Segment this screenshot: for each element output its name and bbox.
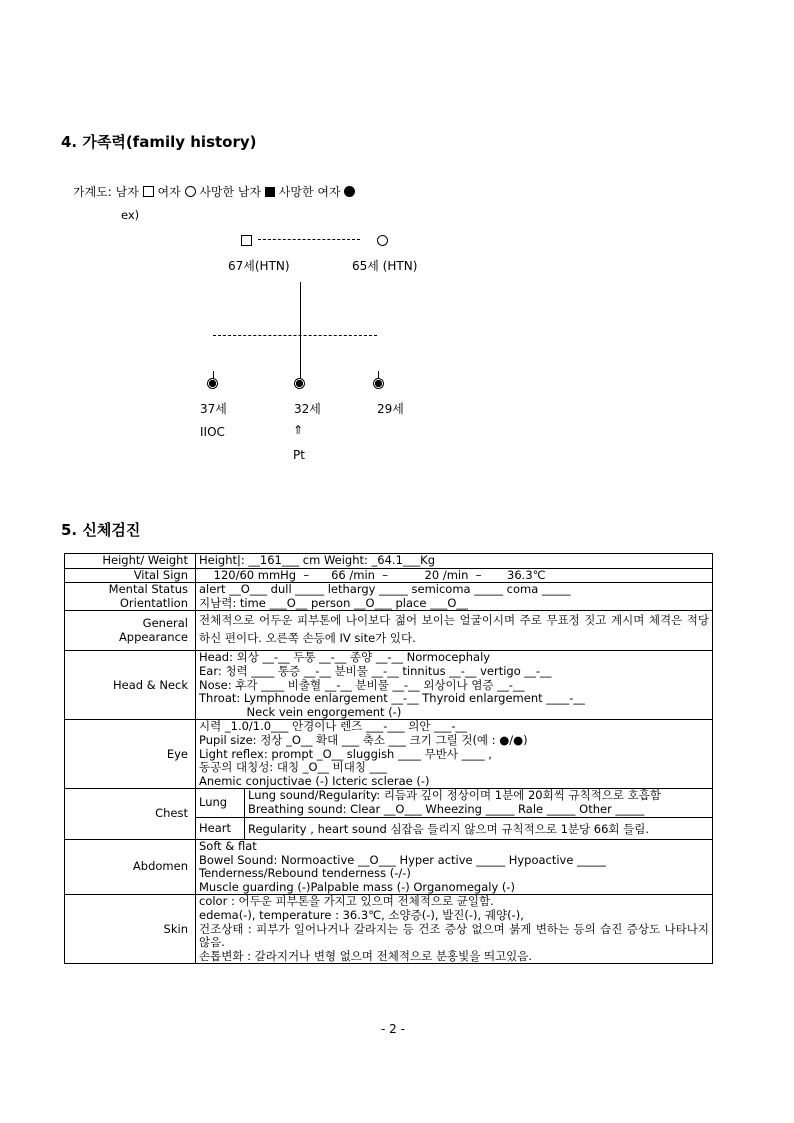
table-row [65, 789, 713, 817]
child2-circle-icon [294, 378, 305, 389]
child3-circle-icon [373, 378, 384, 389]
general-appearance-value: 전체적으로 어두운 피부톤에 나이보다 젊어 보이는 얼굴이시며 주로 무표정 짓고 계시며 체격은 적당하신 편이다. 오른쪽 손등에 IV site가 있다. [196, 611, 713, 651]
table-row [65, 583, 713, 611]
family-history-heading: 4. 가족력(family history) [61, 133, 257, 151]
mental-status-label: Mental Status Orientatlion [65, 583, 196, 611]
table-row [65, 895, 713, 964]
child1-circle-icon [207, 378, 218, 389]
eye-value: 시력 _1.0/1.0___ 안경이나 렌즈 ___-___ 의안 ___-__ Pupil size: 정상 _O__ 확대 ___ 축소 ___ 크기 그릴 것(예 : ●/●) Light reflex: prompt _O__ sluggish ____ 무반사 ____ , 동공의 대칭성: 대칭 _O__ 비대칭 ___ Anemic conjuctivae (-) Icteric sclerae (-) [196, 720, 713, 789]
abdomen-value: Soft & flat Bowel Sound: Normoactive __O___ Hyper active _____ Hypoactive _____ Tenderness/Rebound tenderness (-/-) Muscle guarding (-)Palpable mass (-) Organomegaly (-) [196, 840, 713, 895]
marriage-line [258, 239, 360, 240]
eye-label: Eye [65, 720, 196, 789]
patient-arrow-icon: ⇑ [293, 423, 304, 437]
sibling-line [213, 335, 377, 336]
height-weight-label: Height/ Weight [65, 554, 196, 569]
deceased-female-circle-icon [344, 186, 355, 197]
skin-label: Skin [65, 895, 196, 964]
table-row [65, 720, 713, 789]
child1-age: 37세 [200, 402, 227, 416]
vital-sign-label: Vital Sign [65, 568, 196, 583]
father-square-icon [241, 235, 252, 246]
table-row [65, 840, 713, 895]
child3-age: 29세 [377, 402, 404, 416]
heart-value: Regularity , heart sound 심잡음 들리지 않으며 규칙적으로 1분당 66회 들림. [245, 817, 713, 840]
patient-descent-line [300, 282, 301, 380]
child2-age: 32세 [294, 402, 321, 416]
head-neck-value: Head: 외상 __-__ 두통 __-__ 종양 __-__ Normocephaly Ear: 청력 ____ 통증 __-__ 분비물 __-__ tinnitus __-__ vertigo __-__ Nose: 후각 ____ 비출혈 __-__ 분비물 __-__ 외상이나 염증 __-__ Throat: Lymphnode enlargement __-__ Thyroid enlargement ____-__ Neck vein engorgement (-) [196, 651, 713, 720]
physical-exam-table [64, 553, 713, 964]
abdomen-label: Abdomen [65, 840, 196, 895]
table-row [65, 651, 713, 720]
father-label: 67세(HTN) [228, 259, 290, 273]
pedigree-legend [73, 183, 355, 200]
legend-deceased-male-label: 사망한 남자 [199, 185, 262, 199]
general-appearance-label: General Appearance [65, 611, 196, 651]
head-neck-label: Head & Neck [65, 651, 196, 720]
legend-male-label: 남자 [115, 185, 139, 199]
skin-value: color : 어두운 피부톤을 가지고 있으며 전체적으로 균일함. edema(-), temperature : 36.3℃, 소양증(-), 발진(-), 궤양(-), 건조상태 : 피부가 일어나거나 갈라지는 등 건조 증상 없으며 붉게 변하는 등의 습진 증상도 나타나지 않음. 손톱변화 : 갈라지거나 변형 없으며 전체적으로 분홍빛을 띄고있음. [196, 895, 713, 964]
child1-note: IIOC [200, 425, 225, 439]
legend-label: 가계도: [73, 185, 112, 199]
lung-value: Lung sound/Regularity: 리듬과 깊이 정상이며 1분에 20회씩 규칙적으로 호흡함 Breathing sound: Clear __O___ Wheezing _____ Rale _____ Other _____ [245, 789, 713, 817]
heart-label: Heart [196, 817, 245, 840]
lung-label: Lung [196, 789, 245, 817]
table-row [65, 554, 713, 569]
deceased-male-square-icon [265, 187, 275, 197]
table-row [65, 568, 713, 583]
patient-label: Pt [293, 448, 305, 462]
mental-status-value: alert __O___ dull _____ lethargy _____ semicoma _____ coma _____ 지남력: time ___O__ person __O___ place ___O__ [196, 583, 713, 611]
female-circle-icon [185, 186, 196, 197]
legend-deceased-female-label: 사망한 여자 [278, 185, 341, 199]
table-row [65, 611, 713, 651]
mother-circle-icon [377, 235, 388, 246]
mother-label: 65세 (HTN) [352, 259, 418, 273]
example-label: ex) [121, 208, 140, 222]
chest-label: Chest [65, 789, 196, 840]
legend-female-label: 여자 [157, 185, 181, 199]
physical-exam-heading: 5. 신체검진 [61, 521, 141, 539]
male-square-icon [143, 186, 154, 197]
vital-sign-value: 120/60 mmHg – 66 /min – 20 /min – 36.3℃ [196, 568, 713, 583]
page-number: - 2 - [381, 1022, 405, 1036]
height-weight-value: Height|: __161___ cm Weight: _64.1___Kg [196, 554, 713, 569]
